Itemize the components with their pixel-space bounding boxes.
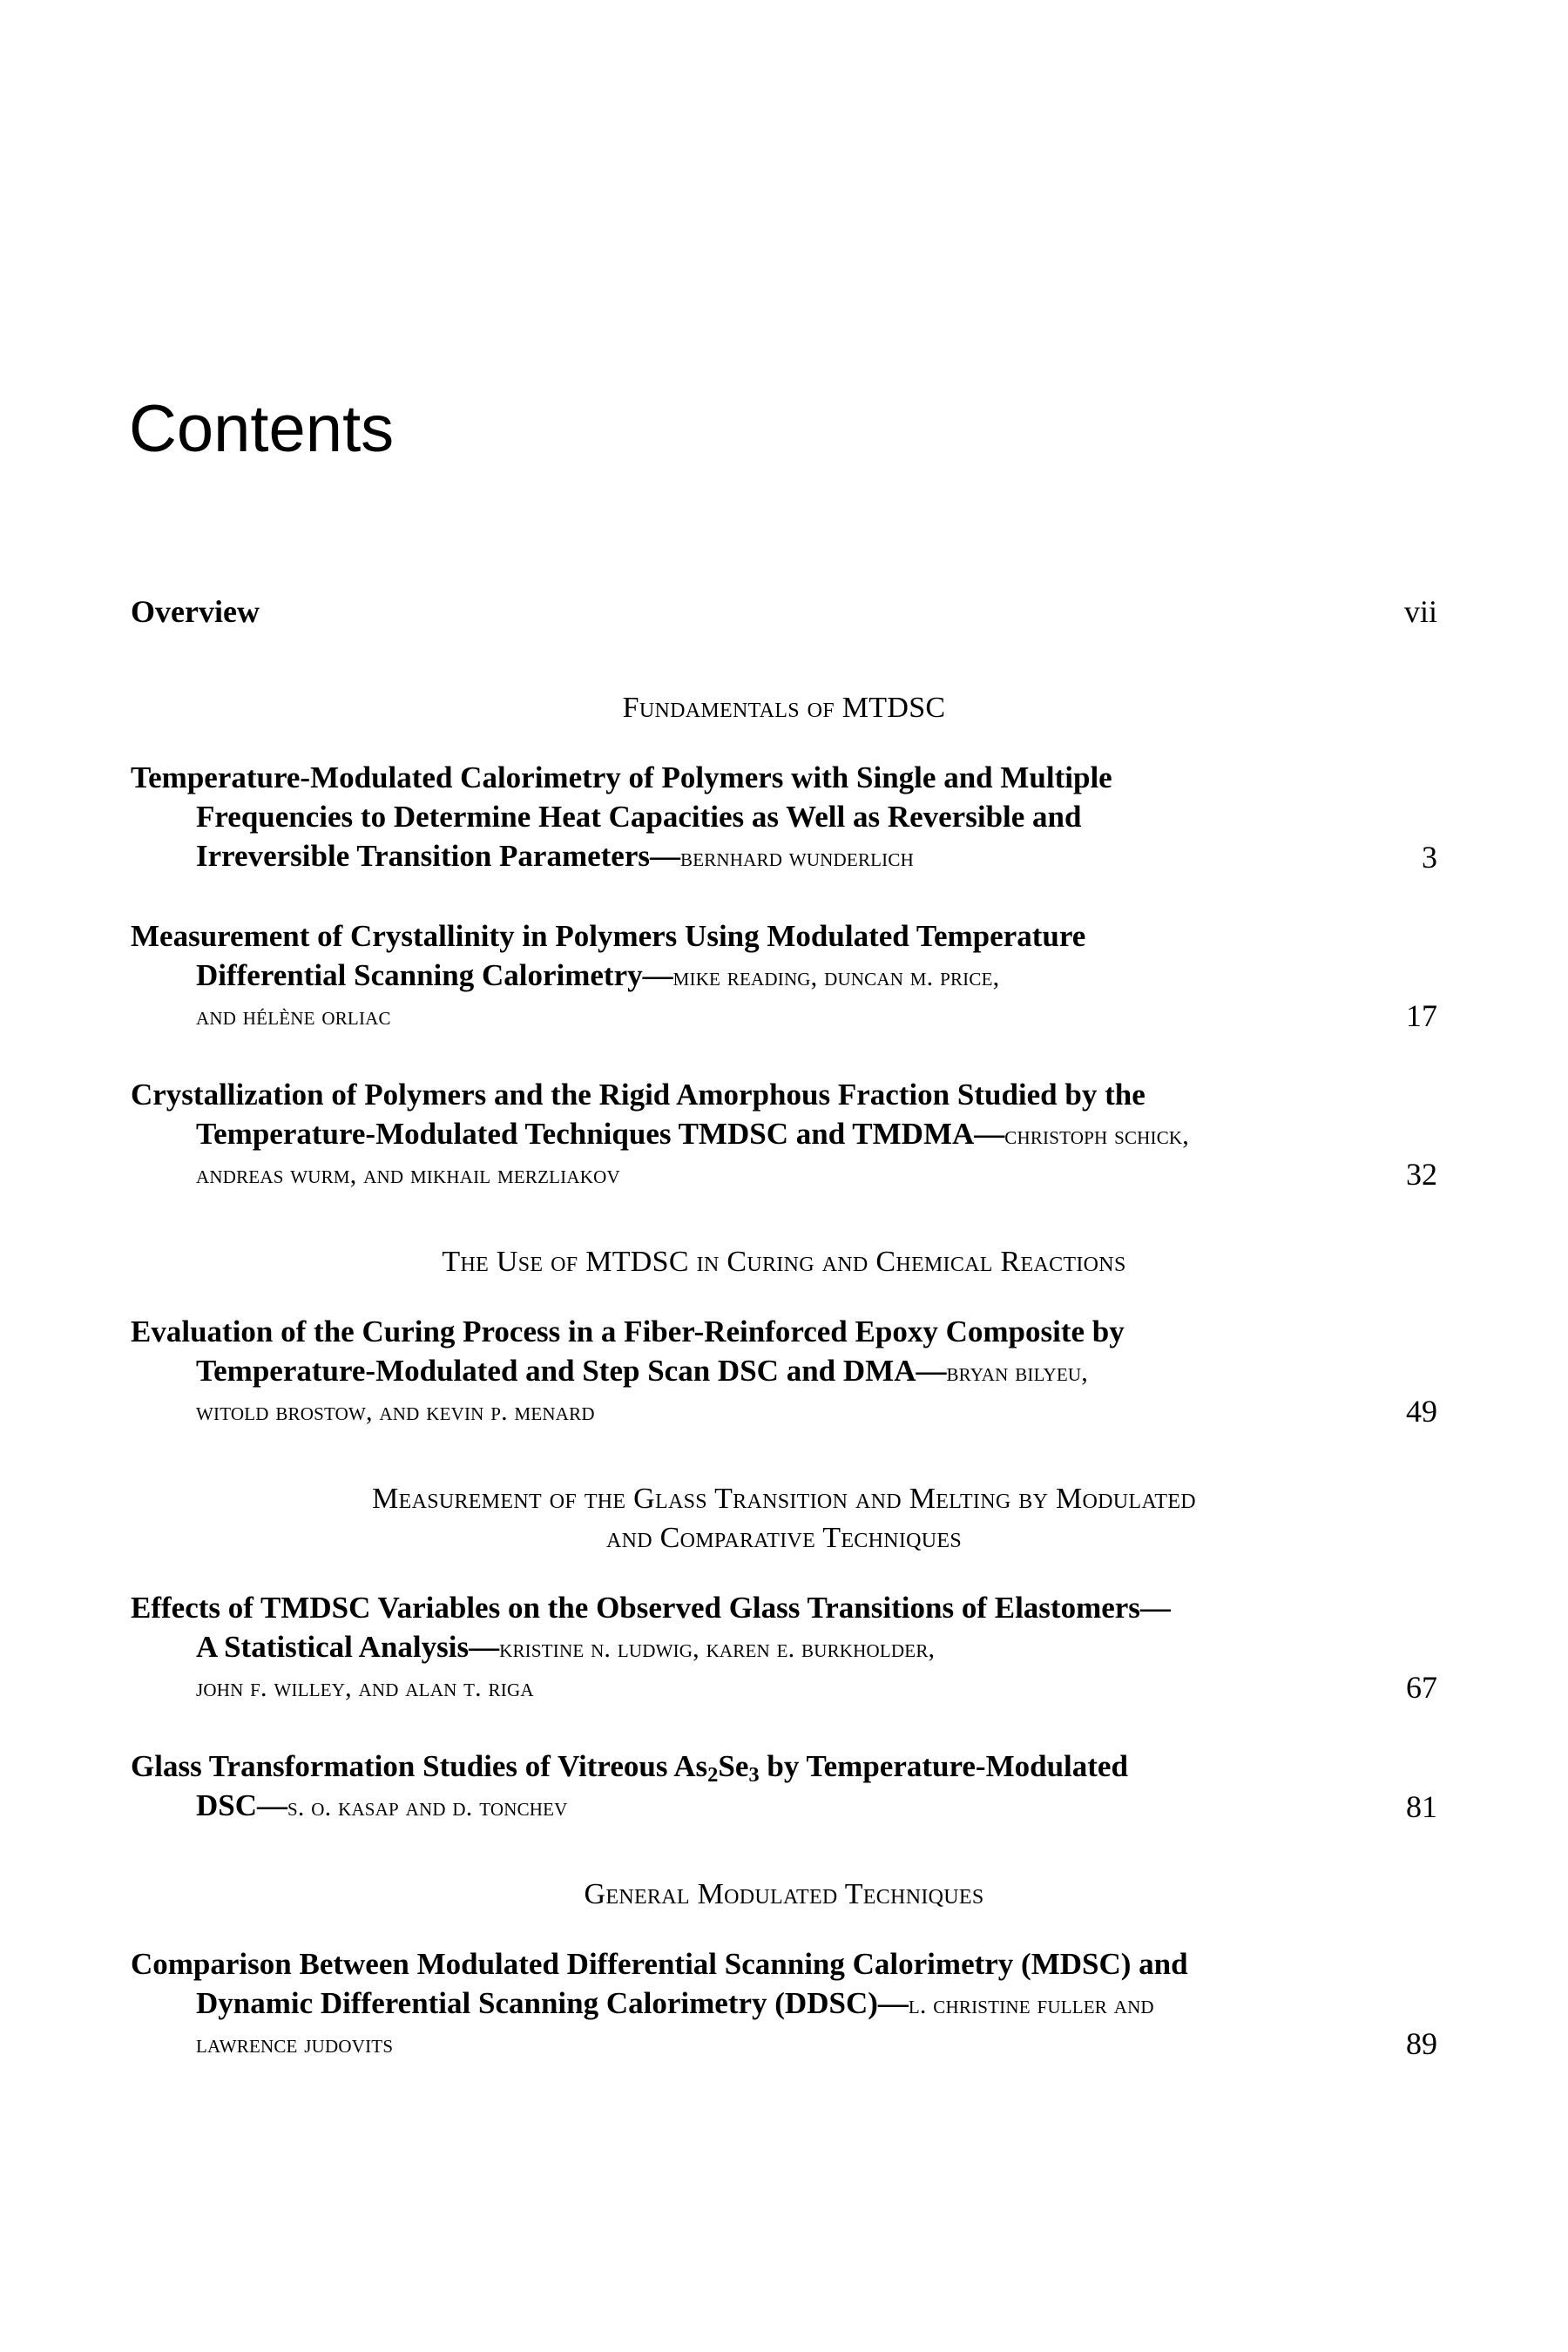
- toc-entry[interactable]: [131, 1944, 1437, 2064]
- toc-entry[interactable]: [131, 916, 1437, 1036]
- entry-title-line: Crystallization of Polymers and the Rigid Amorphous Fraction Studied by the: [131, 1078, 1146, 1112]
- section-heading: Fundamentals of MTDSC: [622, 692, 946, 724]
- page-number: vii: [1403, 594, 1437, 629]
- entry-title-line: Irreversible Transition Parameters—bernhard wunderlich: [196, 839, 914, 873]
- entry-authors: bryan bilyeu,: [946, 1358, 1088, 1387]
- table-of-contents: [131, 592, 1437, 2064]
- page-number: 81: [1406, 1789, 1437, 1824]
- entry-title-line: Temperature-Modulated Calorimetry of Polymers with Single and Multiple: [131, 760, 1112, 794]
- entry-title-line: Glass Transformation Studies of Vitreous $As_2Se_3$ by Temperature-Modulated: [131, 1749, 1128, 1788]
- page-title: Contents: [129, 392, 395, 466]
- entry-authors: bernhard wunderlich: [679, 843, 914, 872]
- page-number: 49: [1406, 1394, 1437, 1429]
- entry-title-line: Comparison Between Modulated Differential Scanning Calorimetry (MDSC) and: [131, 1947, 1188, 1981]
- entry-title-line: DSC—s. o. kasap and d. tonchev: [196, 1788, 568, 1822]
- toc-entry[interactable]: [131, 1588, 1437, 1707]
- page-number: 32: [1406, 1157, 1437, 1192]
- page-number: 3: [1422, 840, 1437, 875]
- entry-title-line: Dynamic Differential Scanning Calorimetry (DDSC)—l. christine fuller and: [196, 1986, 1154, 2020]
- entry-authors: andreas wurm, and mikhail merzliakov: [196, 1160, 620, 1189]
- toc-entry[interactable]: [131, 758, 1437, 877]
- section-heading: The Use of MTDSC in Curing and Chemical Reactions: [442, 1246, 1126, 1278]
- entry-title-line: Differential Scanning Calorimetry—mike reading, duncan m. price,: [196, 958, 1000, 992]
- toc-entry[interactable]: [131, 1747, 1437, 1827]
- entry-authors: and hélène orliac: [196, 1002, 391, 1031]
- toc-entry[interactable]: [131, 1075, 1437, 1194]
- section-heading: Measurement of the Glass Transition and Melting by Modulated and Comparative Techniques: [372, 1483, 1196, 1554]
- entry-authors: kristine n. ludwig, karen e. burkholder,: [499, 1634, 936, 1663]
- entry-title-line: Measurement of Crystallinity in Polymers Using Modulated Temperature: [131, 919, 1086, 953]
- overview-label: Overview: [131, 594, 260, 629]
- entry-authors: s. o. kasap and d. tonchev: [287, 1793, 568, 1821]
- entry-title-line: Frequencies to Determine Heat Capacities as Well as Reversible and: [196, 800, 1082, 834]
- entry-title-line: Temperature-Modulated Techniques TMDSC and TMDMA—christoph schick,: [196, 1117, 1189, 1151]
- entry-authors: witold brostow, and kevin p. menard: [196, 1397, 595, 1426]
- page-number: 17: [1406, 998, 1437, 1033]
- toc-entry-overview[interactable]: [131, 592, 1437, 632]
- page-number: 67: [1406, 1670, 1437, 1705]
- entry-authors: mike reading, duncan m. price,: [672, 963, 1000, 991]
- entry-title-line: Effects of TMDSC Variables on the Observed Glass Transitions of Elastomers—: [131, 1591, 1171, 1625]
- entry-title-line: Evaluation of the Curing Process in a Fiber-Reinforced Epoxy Composite by: [131, 1315, 1125, 1348]
- entry-title-line: A Statistical Analysis—kristine n. ludwig, karen e. burkholder,: [196, 1630, 936, 1664]
- entry-title-line: Temperature-Modulated and Step Scan DSC and DMA—bryan bilyeu,: [196, 1354, 1088, 1388]
- entry-authors: christoph schick,: [1004, 1121, 1189, 1150]
- page-number: 89: [1406, 2026, 1437, 2061]
- section-heading: General Modulated Techniques: [584, 1878, 984, 1910]
- entry-authors: lawrence judovits: [196, 2030, 394, 2058]
- toc-entry[interactable]: [131, 1312, 1437, 1431]
- entry-authors: john f. willey, and alan t. riga: [196, 1673, 534, 1702]
- entry-authors: l. christine fuller and: [908, 1990, 1154, 2019]
